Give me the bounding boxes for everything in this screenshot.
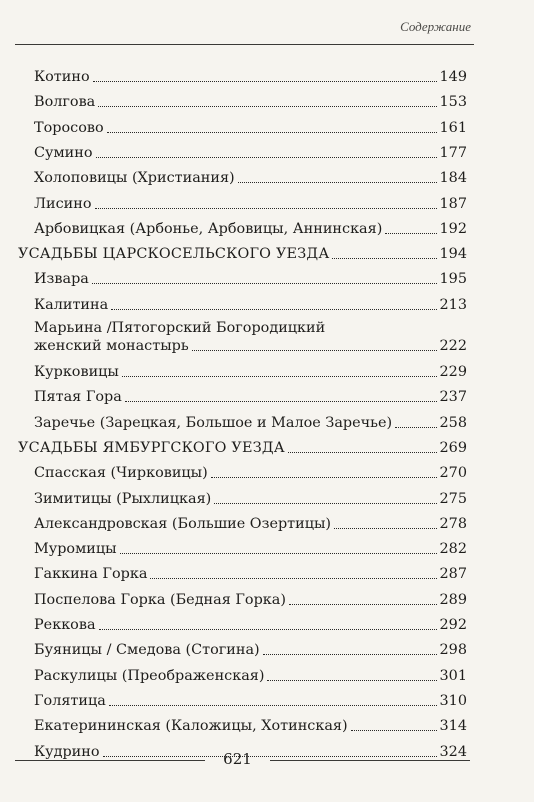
dot-leader (288, 452, 437, 453)
toc-entry-title: Спасская (Чирковицы) (34, 465, 208, 482)
toc-entry (0, 532, 534, 558)
toc-page-number: 187 (439, 195, 467, 212)
toc-entry-title: Екатерининская (Каложицы, Хотинская) (34, 718, 348, 735)
toc-page-number: 278 (439, 515, 467, 532)
dot-leader (267, 680, 436, 681)
page-footer (0, 748, 534, 772)
toc-entry-title: Калитина (34, 296, 109, 313)
toc-section-heading (0, 237, 534, 263)
dot-leader (332, 258, 436, 259)
toc-page-number: 153 (439, 94, 467, 111)
toc-entry (0, 583, 534, 609)
toc-entry (0, 557, 534, 583)
toc-entry (0, 608, 534, 634)
toc-page-number: 258 (439, 414, 467, 431)
toc-entry (0, 456, 534, 482)
toc-section-title: УСАДЬБЫ ЯМБУРГСКОГО УЕЗДА (18, 439, 285, 456)
toc-page-number: 269 (439, 439, 467, 456)
toc-page-number: 177 (439, 144, 467, 161)
dot-leader (93, 81, 437, 82)
toc-section-heading (0, 431, 534, 457)
toc-page-number: 237 (439, 389, 467, 406)
toc-entry-title: Волгова (34, 94, 96, 111)
toc-entry (0, 136, 534, 162)
toc-entry (0, 507, 534, 533)
toc-entry-title: Буяницы / Смедова (Стогина) (34, 642, 260, 659)
dot-leader (395, 427, 436, 428)
dot-leader (150, 578, 436, 579)
toc-entry-title: Котино (34, 69, 90, 85)
toc-page-number: 161 (439, 119, 467, 136)
header-rule (15, 44, 474, 45)
dot-leader (351, 730, 437, 731)
toc-section-title: УСАДЬБЫ ЦАРСКОСЕЛЬСКОГО УЕЗДА (18, 246, 330, 263)
toc-entry-title: Извара (34, 271, 89, 288)
toc-entry (0, 406, 534, 432)
toc-page-number: 194 (439, 246, 467, 263)
dot-leader (92, 283, 437, 284)
toc-entry-title: Сумино (34, 144, 93, 161)
toc-entry-title: Раскулицы (Преображенская) (34, 667, 265, 684)
toc-page-number: 149 (439, 69, 467, 85)
dot-leader (98, 106, 436, 107)
toc-entry-title: Голятица (34, 692, 106, 709)
toc-entry (0, 60, 534, 86)
dot-leader (334, 528, 436, 529)
toc-page-number: 270 (439, 465, 467, 482)
toc-entry-title: Поспелова Горка (Бедная Горка) (34, 591, 286, 608)
toc-entry (0, 313, 534, 355)
toc-page-number: 301 (439, 667, 467, 684)
dot-leader (122, 376, 437, 377)
toc-entry (0, 380, 534, 406)
dot-leader (120, 553, 437, 554)
dot-leader (99, 629, 437, 630)
toc-page-number: 298 (439, 642, 467, 659)
toc-entry (0, 482, 534, 508)
toc-entry (0, 355, 534, 381)
dot-leader (289, 604, 437, 605)
toc-entry (0, 85, 534, 111)
dot-leader (96, 157, 437, 158)
dot-leader (107, 132, 437, 133)
toc-entry-title: Холоповицы (Христиания) (34, 170, 235, 187)
toc-page-number: 222 (439, 338, 467, 354)
toc-entry-title: Пятая Гора (34, 389, 122, 406)
toc-entry-title: Муромицы (34, 541, 117, 558)
toc-entry (0, 659, 534, 685)
toc-entry-title: Реккова (34, 617, 96, 633)
toc-page-number: 289 (439, 591, 467, 608)
toc-entry (0, 709, 534, 735)
toc-entry (0, 684, 534, 710)
dot-leader (214, 503, 436, 504)
toc-entry-title-block (34, 319, 467, 355)
dot-leader (109, 705, 437, 706)
toc-entry (0, 111, 534, 137)
toc-entry-title-line2: женский монастырь (34, 338, 189, 354)
dot-leader (385, 233, 436, 234)
toc-entry (0, 161, 534, 187)
dot-leader (211, 477, 437, 478)
toc-page-number: 324 (439, 743, 467, 760)
toc-page-number: 292 (439, 617, 467, 633)
toc-entry (0, 633, 534, 659)
toc-page-number: 282 (439, 541, 467, 558)
toc-page-number: 213 (439, 296, 467, 313)
toc-page-number: 275 (439, 490, 467, 507)
toc-entry-title: Кудрино (34, 743, 100, 760)
toc-page-number: 195 (439, 271, 467, 288)
dot-leader (238, 182, 437, 183)
toc-entry-title: Курковицы (34, 364, 119, 380)
dot-leader (192, 350, 437, 351)
toc-entry-title-line1: Марьина /Пятогорский Богородицкий (34, 320, 326, 336)
toc-entry (0, 288, 534, 314)
toc-entry-title: Александровская (Большие Озертицы) (34, 515, 332, 532)
toc-page-number: 287 (439, 566, 467, 583)
toc-page-number: 314 (439, 718, 467, 735)
toc-page-number: 192 (439, 220, 467, 237)
toc-entry (0, 212, 534, 238)
dot-leader (263, 654, 437, 655)
toc-entry-title: Лисино (34, 195, 92, 212)
toc-page-number: 184 (439, 170, 467, 187)
page-number: 621 (223, 750, 252, 768)
toc-entry-title-line2-row (34, 337, 467, 355)
toc-page-number: 229 (439, 364, 467, 380)
dot-leader (95, 208, 437, 209)
toc-entry-title: Арбовицкая (Арбонье, Арбовицы, Аннинская) (34, 220, 383, 237)
toc-page-number: 310 (439, 692, 467, 709)
toc-entry-title: Заречье (Зарецкая, Большое и Малое Заречье) (34, 414, 393, 431)
toc-entry (0, 187, 534, 213)
running-header: Содержание (400, 19, 471, 34)
dot-leader (125, 401, 437, 402)
dot-leader (111, 309, 436, 310)
toc-entry-title: Торосово (34, 119, 104, 136)
toc-entry-title: Гаккина Горка (34, 566, 148, 583)
footer-rule-right (270, 760, 470, 761)
toc-entry (0, 262, 534, 288)
toc-entry-title: Зимитицы (Рыхлицкая) (34, 490, 212, 507)
